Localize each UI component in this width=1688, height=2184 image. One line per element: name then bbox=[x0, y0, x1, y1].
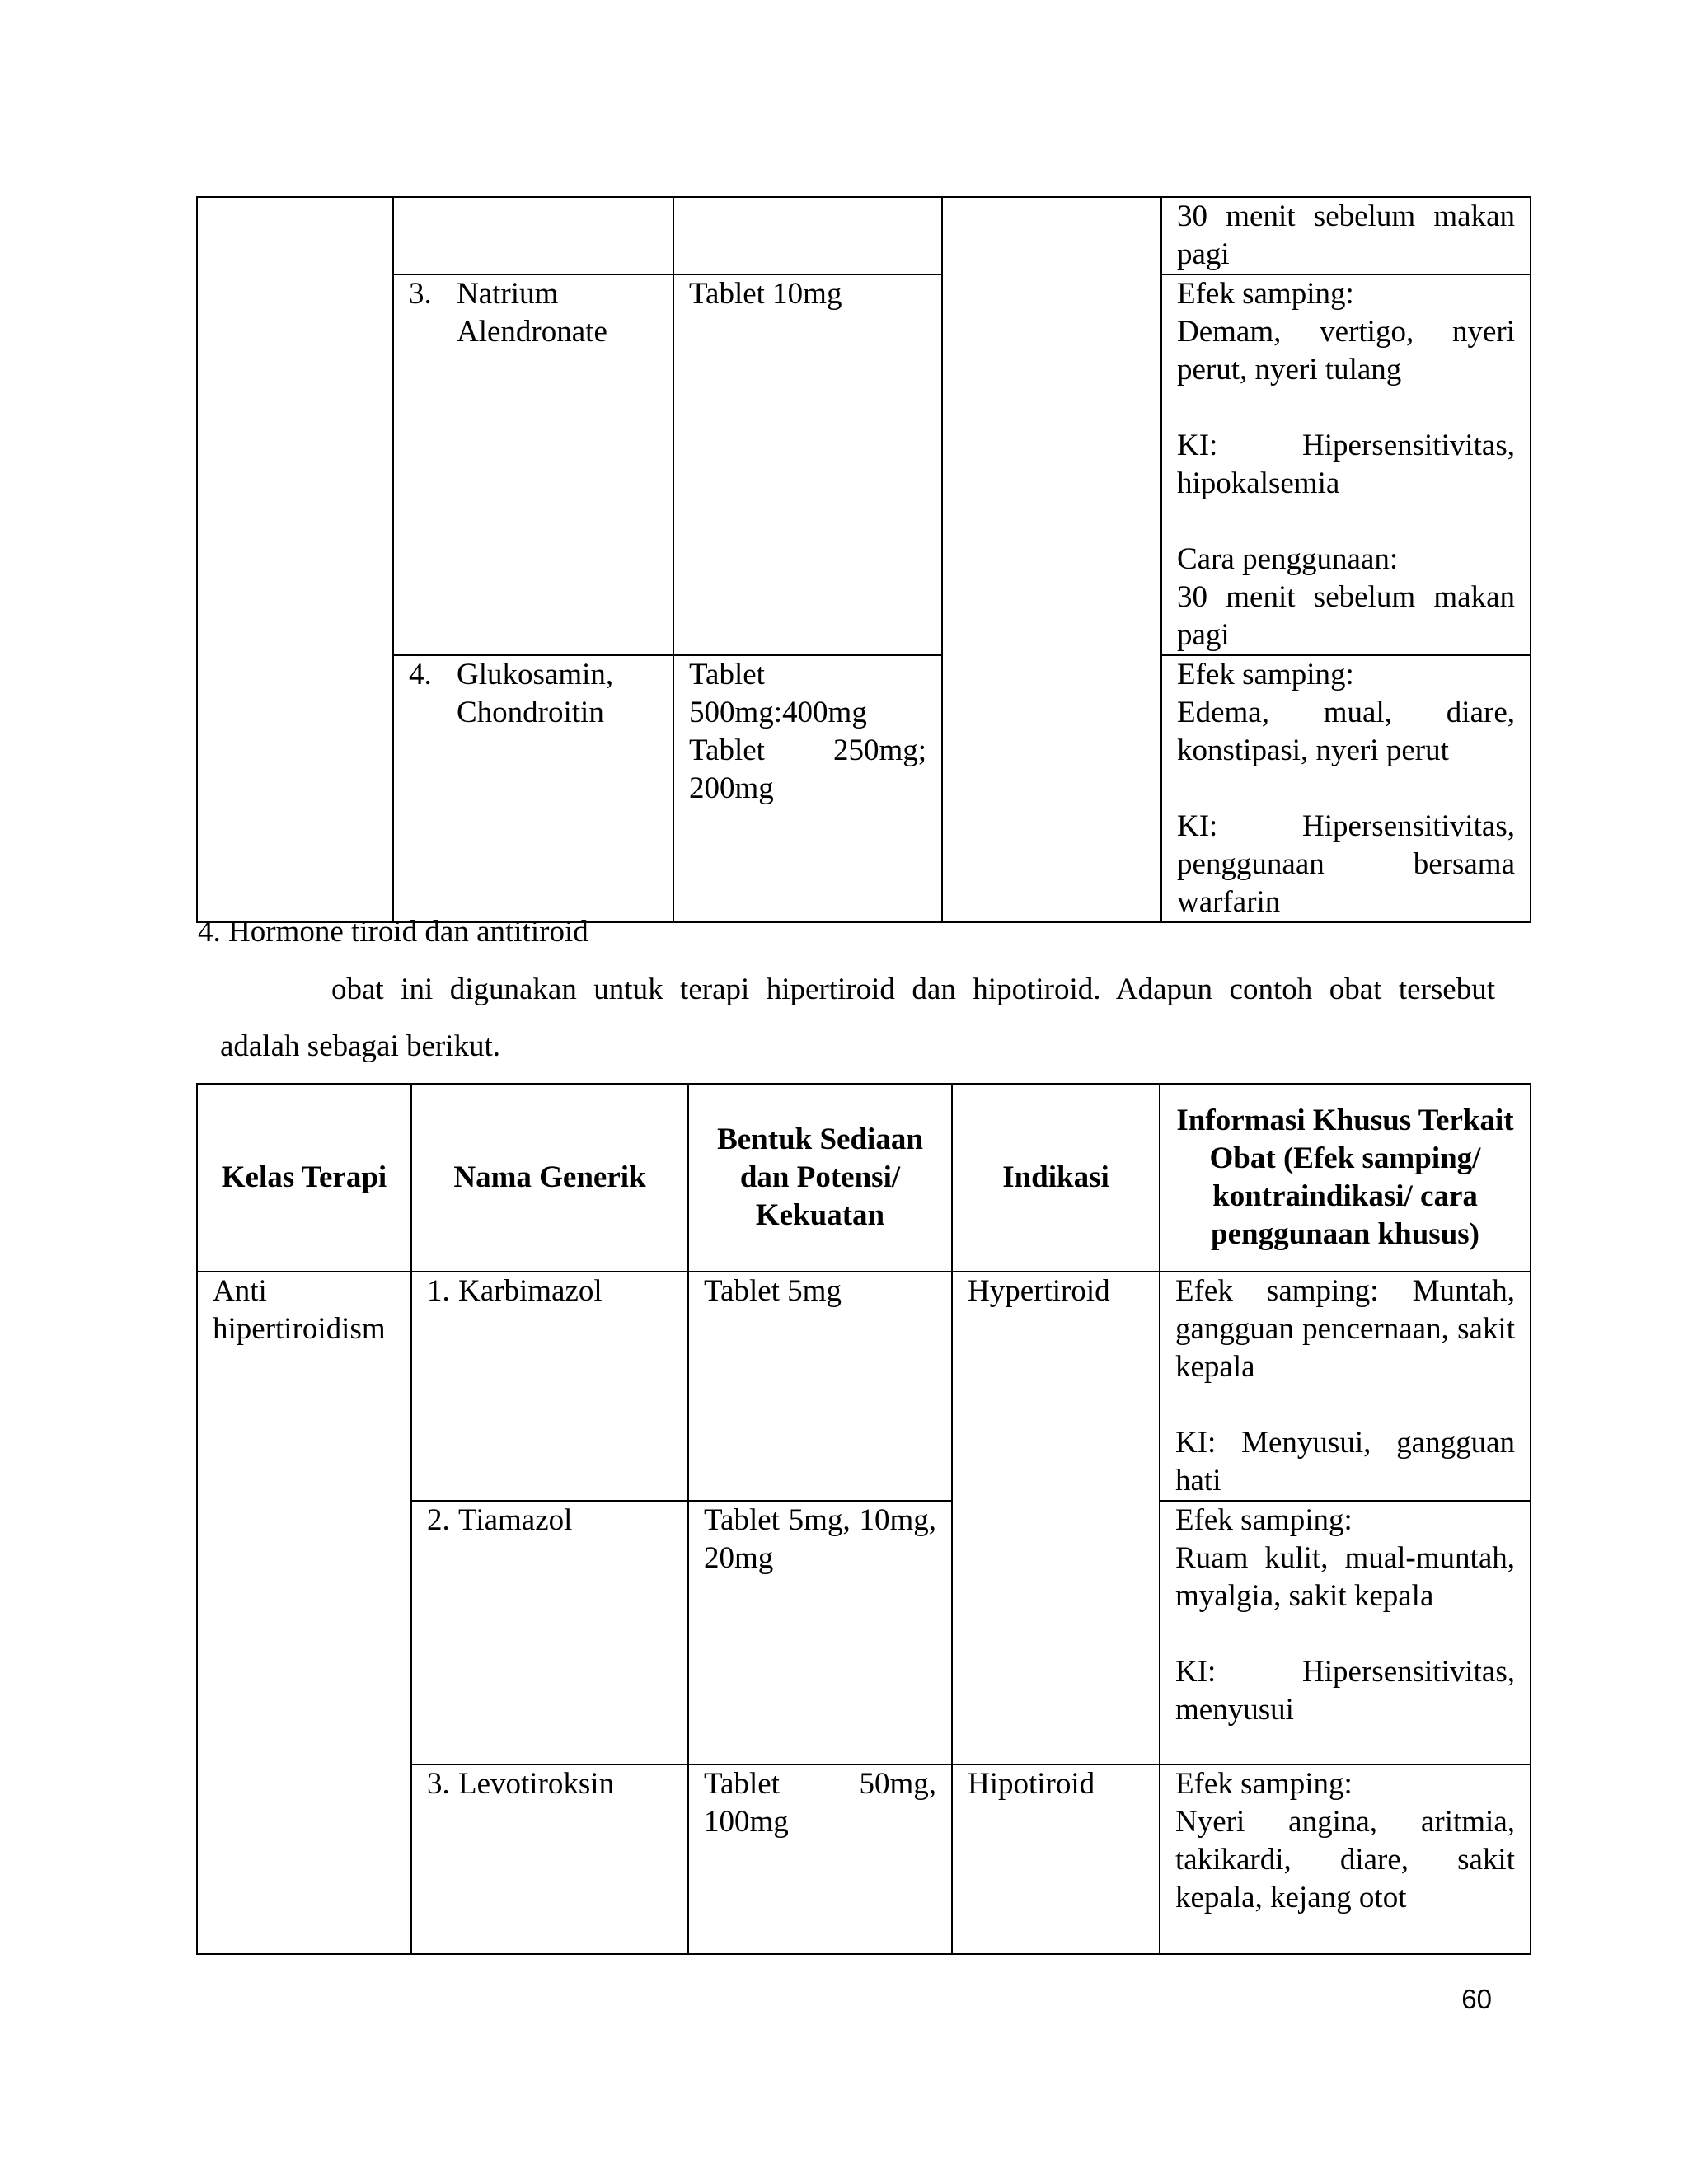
item-number: 1. bbox=[427, 1274, 450, 1308]
contraindication-text: KI: Menyusui, gangguan hati bbox=[1175, 1426, 1515, 1497]
paragraph-line: adalah sebagai berikut. bbox=[220, 1029, 501, 1063]
column-header-nama-generik: Nama Generik bbox=[411, 1084, 688, 1272]
table-row bbox=[197, 197, 1531, 274]
dosage-form: Tablet 50mg, 100mg bbox=[704, 1767, 936, 1839]
side-effects-text: Efek samping: Ruam kulit, mual-muntah, myalgia, sakit kepala bbox=[1175, 1503, 1515, 1613]
info-text: 30 menit sebelum makan pagi bbox=[1177, 199, 1515, 271]
indikasi-cell bbox=[952, 1272, 1160, 1765]
bentuk-sediaan-cell bbox=[688, 1272, 952, 1501]
contraindication-text: KI: Hipersensitivitas, penggunaan bersama warfarin bbox=[1177, 809, 1515, 919]
table-row bbox=[197, 655, 1531, 922]
contraindication-text: KI: Hipersensitivitas, hipokalsemia bbox=[1177, 429, 1515, 500]
column-header-kelas-terapi: Kelas Terapi bbox=[197, 1084, 411, 1272]
column-header-bentuk-sediaan: Bentuk Sediaan dan Potensi/ Kekuatan bbox=[688, 1084, 952, 1272]
info-cell bbox=[1160, 1501, 1531, 1765]
dosage-form: Tablet 10mg bbox=[689, 277, 842, 311]
kelas-terapi-cell bbox=[197, 1272, 411, 1954]
drug-name: Tiamazol bbox=[458, 1503, 573, 1537]
bentuk-sediaan-cell bbox=[688, 1765, 952, 1954]
table-header-row bbox=[197, 1084, 1531, 1272]
nama-generik-cell bbox=[411, 1501, 688, 1765]
kelas-terapi-text: Anti hipertiroidism bbox=[213, 1274, 386, 1346]
indication-text: Hipotiroid bbox=[968, 1767, 1095, 1801]
drug-table-continued bbox=[196, 196, 1531, 923]
nama-generik-cell bbox=[411, 1765, 688, 1954]
info-cell bbox=[1161, 274, 1531, 655]
column-header-informasi-khusus: Informasi Khusus Terkait Obat (Efek samping/ kontraindikasi/ cara penggunaan khusus) bbox=[1160, 1084, 1531, 1272]
page-number: 60 bbox=[1461, 1984, 1492, 2014]
item-number: 3. bbox=[409, 277, 432, 311]
info-cell bbox=[1161, 655, 1531, 922]
contraindication-text: KI: Hipersensitivitas, menyusui bbox=[1175, 1655, 1515, 1727]
side-effects-text: Efek samping: Muntah, gangguan pencernaan, sakit kepala bbox=[1175, 1274, 1515, 1384]
side-effects-text: Efek samping: Demam, vertigo, nyeri perut, nyeri tulang bbox=[1177, 277, 1515, 387]
info-cell bbox=[1161, 197, 1531, 274]
item-number: 2. bbox=[427, 1503, 450, 1537]
drug-name: Natrium Alendronate bbox=[457, 277, 607, 349]
bentuk-sediaan-cell bbox=[673, 197, 942, 274]
nama-generik-cell bbox=[393, 197, 673, 274]
nama-generik-cell bbox=[393, 655, 673, 922]
indication-text: Hypertiroid bbox=[968, 1274, 1110, 1308]
dosage-form: Tablet 5mg bbox=[704, 1274, 842, 1308]
thyroid-drug-table bbox=[196, 1083, 1531, 1955]
drug-name: Glukosamin, Chondroitin bbox=[457, 658, 614, 729]
table-row bbox=[197, 1272, 1531, 1501]
info-cell bbox=[1160, 1272, 1531, 1501]
drug-name: Levotiroksin bbox=[458, 1767, 615, 1801]
indikasi-cell bbox=[942, 197, 1161, 922]
drug-name: Karbimazol bbox=[458, 1274, 603, 1308]
paragraph-line: obat ini digunakan untuk terapi hipertiroid dan hipotiroid. Adapun contoh obat tersebut bbox=[331, 972, 1495, 1006]
nama-generik-cell bbox=[393, 274, 673, 655]
bentuk-sediaan-cell bbox=[673, 655, 942, 922]
kelas-terapi-cell bbox=[197, 197, 393, 922]
side-effects-text: Efek samping: Edema, mual, diare, konstipasi, nyeri perut bbox=[1177, 658, 1515, 767]
usage-text: Cara penggunaan: 30 menit sebelum makan pagi bbox=[1177, 542, 1515, 652]
section-heading: 4. Hormone tiroid dan antitiroid bbox=[198, 915, 588, 949]
bentuk-sediaan-cell bbox=[688, 1501, 952, 1765]
side-effects-text: Efek samping: Nyeri angina, aritmia, takikardi, diare, sakit kepala, kejang otot bbox=[1175, 1767, 1515, 1915]
dosage-form: Tablet 5mg, 10mg, 20mg bbox=[704, 1503, 936, 1575]
indikasi-cell bbox=[952, 1765, 1160, 1954]
info-cell bbox=[1160, 1765, 1531, 1954]
dosage-form: Tablet 500mg:400mg Tablet 250mg; 200mg bbox=[689, 658, 926, 805]
nama-generik-cell bbox=[411, 1272, 688, 1501]
bentuk-sediaan-cell bbox=[673, 274, 942, 655]
table-row bbox=[197, 274, 1531, 655]
item-number: 3. bbox=[427, 1767, 450, 1801]
column-header-indikasi: Indikasi bbox=[952, 1084, 1160, 1272]
item-number: 4. bbox=[409, 658, 432, 691]
